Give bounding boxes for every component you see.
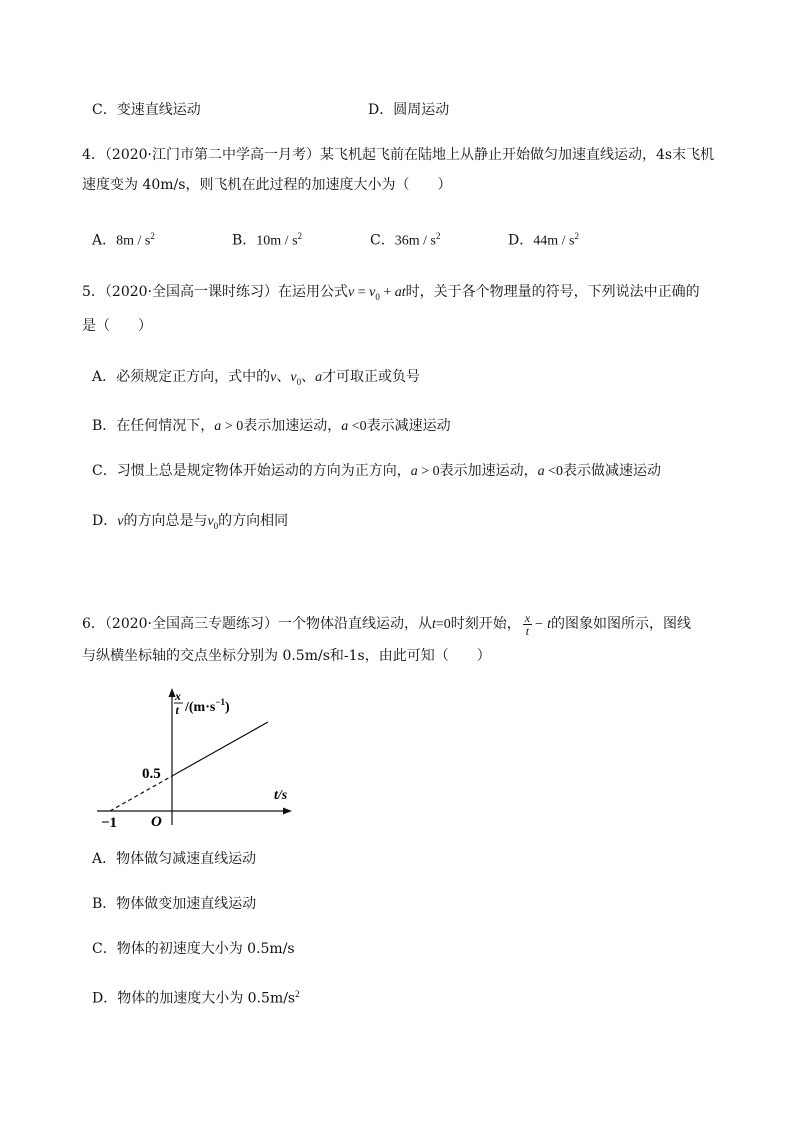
q3-option-d: D．圆周运动 bbox=[368, 102, 450, 118]
graph-line-extension bbox=[110, 776, 172, 811]
y-label-unit: $/(m\cdot s^{-1})$ bbox=[185, 697, 230, 715]
q6-option-c: C．物体的初速度大小为 0.5m/s bbox=[92, 941, 295, 957]
q5-option-c: C．习惯上总是规定物体开始运动的方向为正方向，a > 0表示加速运动，a <0表示做减速运动 bbox=[92, 463, 662, 479]
q4-option-c: C．$36m / s^2$ bbox=[370, 231, 441, 249]
q5-option-a: A．必须规定正方向，式中的v、$v_0$、a才可取正或负号 bbox=[92, 369, 421, 387]
q5-option-d: D．v的方向总是与$v_0$的方向相同 bbox=[92, 513, 289, 531]
q6-stem-line1: 6．（2020·全国高三专题练习）一个物体沿直线运动，从t=0时刻开始， $\frac{x}{t}$ − t的图象如图所示，图线 bbox=[82, 610, 691, 638]
q3-option-c: C．变速直线运动 bbox=[92, 102, 201, 118]
origin-label: O bbox=[151, 814, 162, 830]
q4-option-a: A．$8m / s^2$ bbox=[92, 231, 155, 249]
q6-option-b: B．物体做变加速直线运动 bbox=[92, 896, 257, 912]
q5-stem-line1: 5．（2020·全国高一课时练习）在运用公式$v = v_0$ + at时，关于各个物理量的符号，下列说法中正确的 bbox=[82, 284, 700, 302]
x-intercept-label: −1 bbox=[101, 815, 118, 830]
q4-option-d: D．$44m / s^2$ bbox=[508, 231, 579, 249]
q4-stem-line2: 速度变为 40m/s，则飞机在此过程的加速度大小为（ ） bbox=[82, 177, 452, 193]
q6-stem-line2: 与纵横坐标轴的交点坐标分别为 0.5m/s和-1s，由此可知（ ） bbox=[82, 648, 491, 664]
x-axis-label: t/s bbox=[274, 788, 288, 803]
q6-graph bbox=[92, 685, 302, 830]
y-label-den: t bbox=[175, 703, 179, 717]
y-intercept-label: 0.5 bbox=[142, 766, 161, 782]
q6-option-a: A．物体做匀减速直线运动 bbox=[92, 851, 257, 867]
graph-line bbox=[172, 722, 268, 776]
q5-stem-line2: 是（ ） bbox=[82, 318, 152, 334]
q4-stem-line1: 4．（2020·江门市第二中学高一月考）某飞机起飞前在陆地上从静止开始做匀加速直线运动，4s末飞机 bbox=[82, 147, 715, 163]
q6-option-d: D．物体的加速度大小为 $0.5m/s^2$ bbox=[92, 989, 300, 1007]
q5-formula: $v = v_0$ + at bbox=[348, 285, 406, 302]
q5-option-b: B．在任何情况下，a > 0表示加速运动，a <0表示减速运动 bbox=[92, 418, 451, 434]
q4-option-b: B．$10m / s^2$ bbox=[232, 231, 303, 249]
y-label-num: x bbox=[175, 689, 181, 703]
q6-fraction: $\frac{x}{t}$ bbox=[524, 610, 531, 638]
x-axis-arrow bbox=[283, 808, 292, 815]
